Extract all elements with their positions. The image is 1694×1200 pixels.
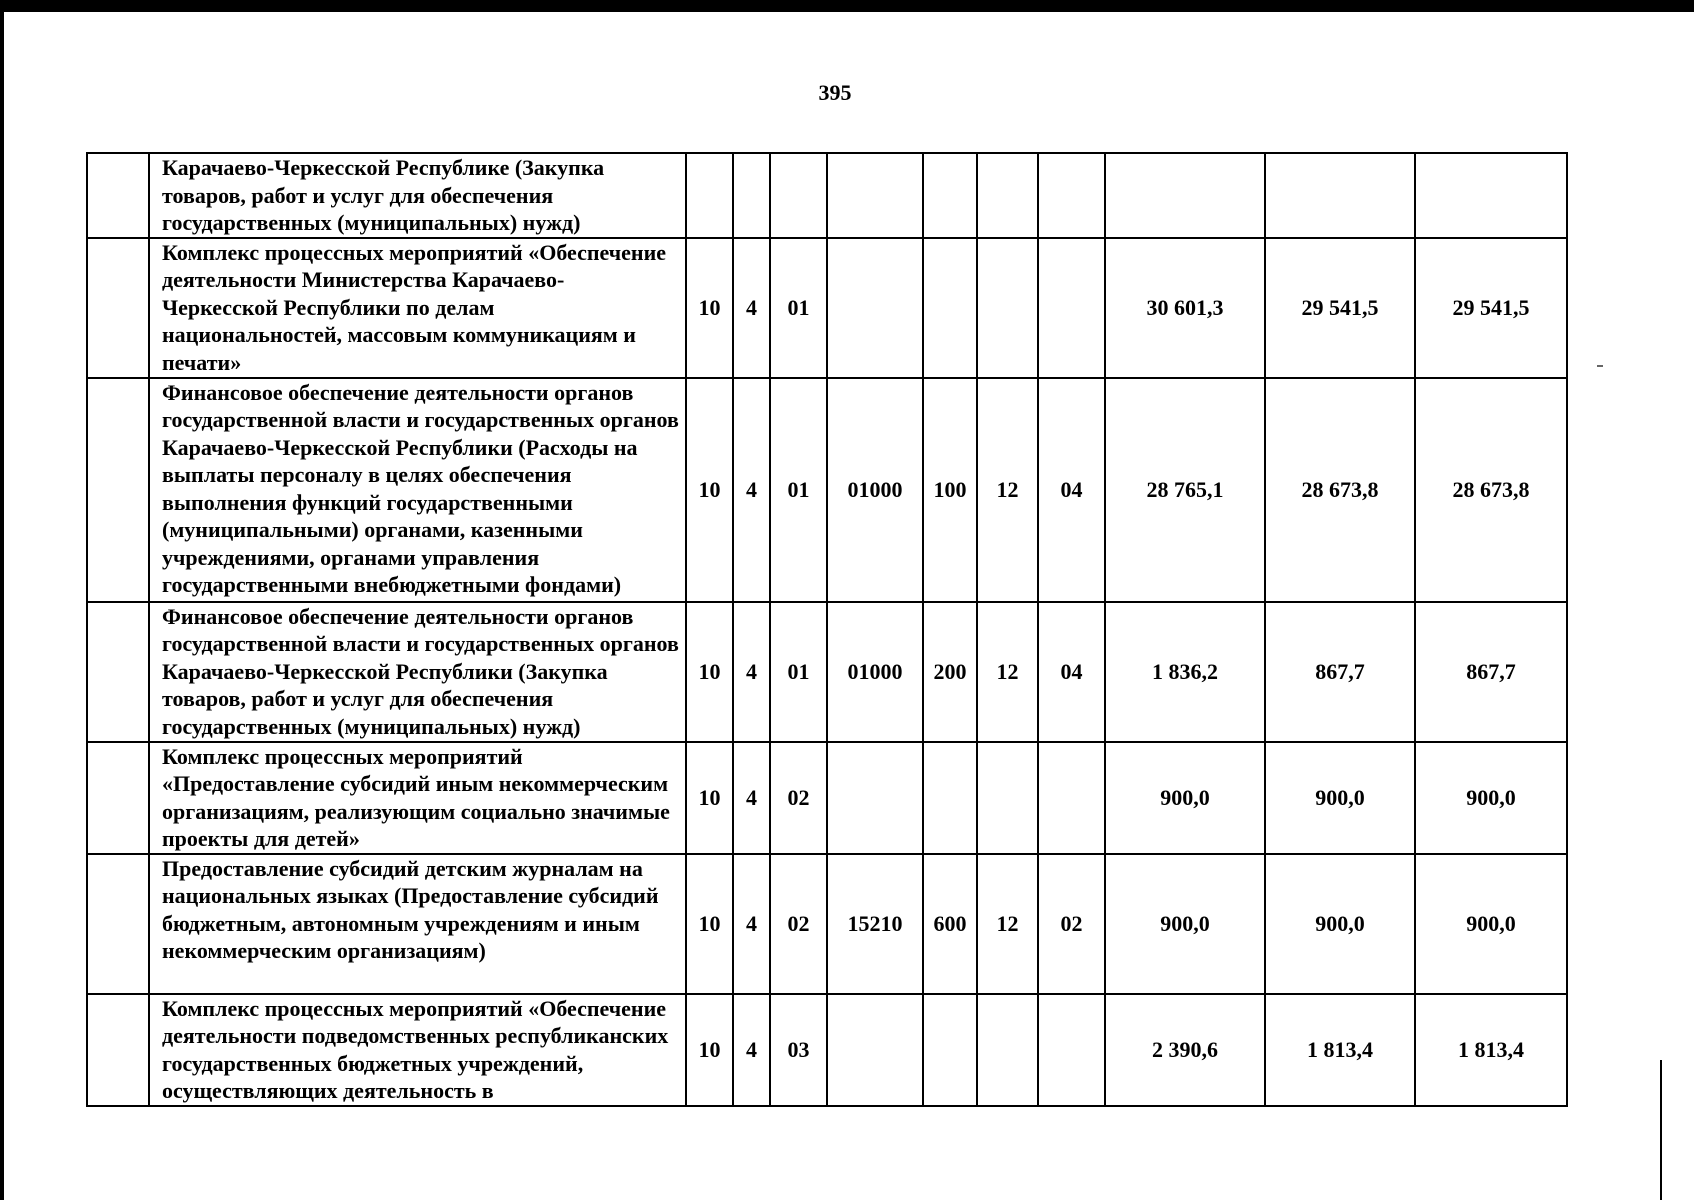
code-cell [923,153,977,238]
code-cell: 10 [686,238,733,378]
scan-right-mark [1660,1060,1662,1200]
code-cell: 12 [977,378,1038,602]
description-cell: Финансовое обеспечение деятельности органов государственной власти и государственных органов Карачаево-Черкесской Республики (Расходы на выплаты персоналу в целях обеспечения выполнения функций государственными (муниципальными) органами, казенными учреждениями, органами управления государственными внебюджетными фондами) [149,378,686,602]
amount-cell: 28 765,1 [1105,378,1265,602]
blank-cell [87,854,149,994]
table-row [87,994,1567,1106]
code-cell: 10 [686,742,733,854]
code-cell [827,153,923,238]
amount-cell [1415,153,1567,238]
code-cell: 100 [923,378,977,602]
page-number: 395 [818,80,852,105]
code-cell: 12 [977,854,1038,994]
blank-cell [87,742,149,854]
amount-cell: 29 541,5 [1415,238,1567,378]
description-cell: Комплекс процессных мероприятий «Предоставление субсидий иным некоммерческим организациям, реализующим социально значимые проекты для детей» [149,742,686,854]
blank-cell [87,153,149,238]
amount-cell: 900,0 [1415,742,1567,854]
code-cell [1038,238,1105,378]
amount-cell [1265,153,1415,238]
code-cell: 01 [770,238,827,378]
amount-cell: 1 813,4 [1415,994,1567,1106]
code-cell [1038,153,1105,238]
code-cell: 600 [923,854,977,994]
table-row [87,854,1567,994]
description-cell: Комплекс процессных мероприятий «Обеспечение деятельности подведомственных республиканских государственных бюджетных учреждений, осуществляющих деятельность в [149,994,686,1106]
amount-cell [1105,153,1265,238]
code-cell [1038,742,1105,854]
amount-cell: 1 813,4 [1265,994,1415,1106]
code-cell: 03 [770,994,827,1106]
code-cell: 01000 [827,602,923,742]
amount-cell: 900,0 [1265,742,1415,854]
code-cell: 04 [1038,602,1105,742]
code-cell: 10 [686,602,733,742]
code-cell [733,153,770,238]
scan-left-border [0,0,4,1200]
code-cell: 02 [1038,854,1105,994]
amount-cell: 28 673,8 [1265,378,1415,602]
code-cell: 4 [733,238,770,378]
amount-cell: 30 601,3 [1105,238,1265,378]
amount-cell: 29 541,5 [1265,238,1415,378]
code-cell: 4 [733,994,770,1106]
code-cell: 01 [770,602,827,742]
amount-cell: 900,0 [1415,854,1567,994]
code-cell [923,238,977,378]
blank-cell [87,378,149,602]
code-cell: 4 [733,854,770,994]
description-cell: Предоставление субсидий детским журналам на национальных языках (Предоставление субсидий бюджетным, автономным учреждениям и иным некоммерческим организациям) [149,854,686,994]
amount-cell: 900,0 [1105,854,1265,994]
code-cell: 4 [733,378,770,602]
code-cell [977,742,1038,854]
amount-cell: 1 836,2 [1105,602,1265,742]
description-cell: Карачаево-Черкесской Республике (Закупка товаров, работ и услуг для обеспечения государственных (муниципальных) нужд) [149,153,686,238]
code-cell [977,994,1038,1106]
description-cell: Финансовое обеспечение деятельности органов государственной власти и государственных органов Карачаево-Черкесской Республики (Закупка товаров, работ и услуг для обеспечения государственных (муниципальных) нужд) [149,602,686,742]
code-cell: 04 [1038,378,1105,602]
table-row [87,742,1567,854]
amount-cell: 900,0 [1265,854,1415,994]
description-cell: Комплекс процессных мероприятий «Обеспечение деятельности Министерства Карачаево-Черкесской Республики по делам национальностей, массовым коммуникациям и печати» [149,238,686,378]
code-cell: 15210 [827,854,923,994]
blank-cell [87,994,149,1106]
code-cell [827,994,923,1106]
amount-cell: 867,7 [1415,602,1567,742]
code-cell: 10 [686,994,733,1106]
scan-top-border [0,0,1694,12]
code-cell: 10 [686,854,733,994]
code-cell [827,238,923,378]
table-row [87,153,1567,238]
code-cell [827,742,923,854]
code-cell [923,994,977,1106]
code-cell [770,153,827,238]
code-cell: 10 [686,378,733,602]
table-row [87,238,1567,378]
amount-cell: 900,0 [1105,742,1265,854]
code-cell: 01 [770,378,827,602]
table-row [87,602,1567,742]
code-cell [923,742,977,854]
code-cell: 12 [977,602,1038,742]
code-cell [977,238,1038,378]
code-cell: 4 [733,602,770,742]
code-cell: 02 [770,854,827,994]
amount-cell: 867,7 [1265,602,1415,742]
code-cell [1038,994,1105,1106]
blank-cell [87,602,149,742]
amount-cell: 28 673,8 [1415,378,1567,602]
code-cell [977,153,1038,238]
table-row [87,378,1567,602]
amount-cell: 2 390,6 [1105,994,1265,1106]
scan-mark [1597,365,1603,367]
code-cell: 200 [923,602,977,742]
code-cell: 01000 [827,378,923,602]
code-cell: 4 [733,742,770,854]
budget-table [86,152,1568,1107]
code-cell: 02 [770,742,827,854]
code-cell [686,153,733,238]
blank-cell [87,238,149,378]
